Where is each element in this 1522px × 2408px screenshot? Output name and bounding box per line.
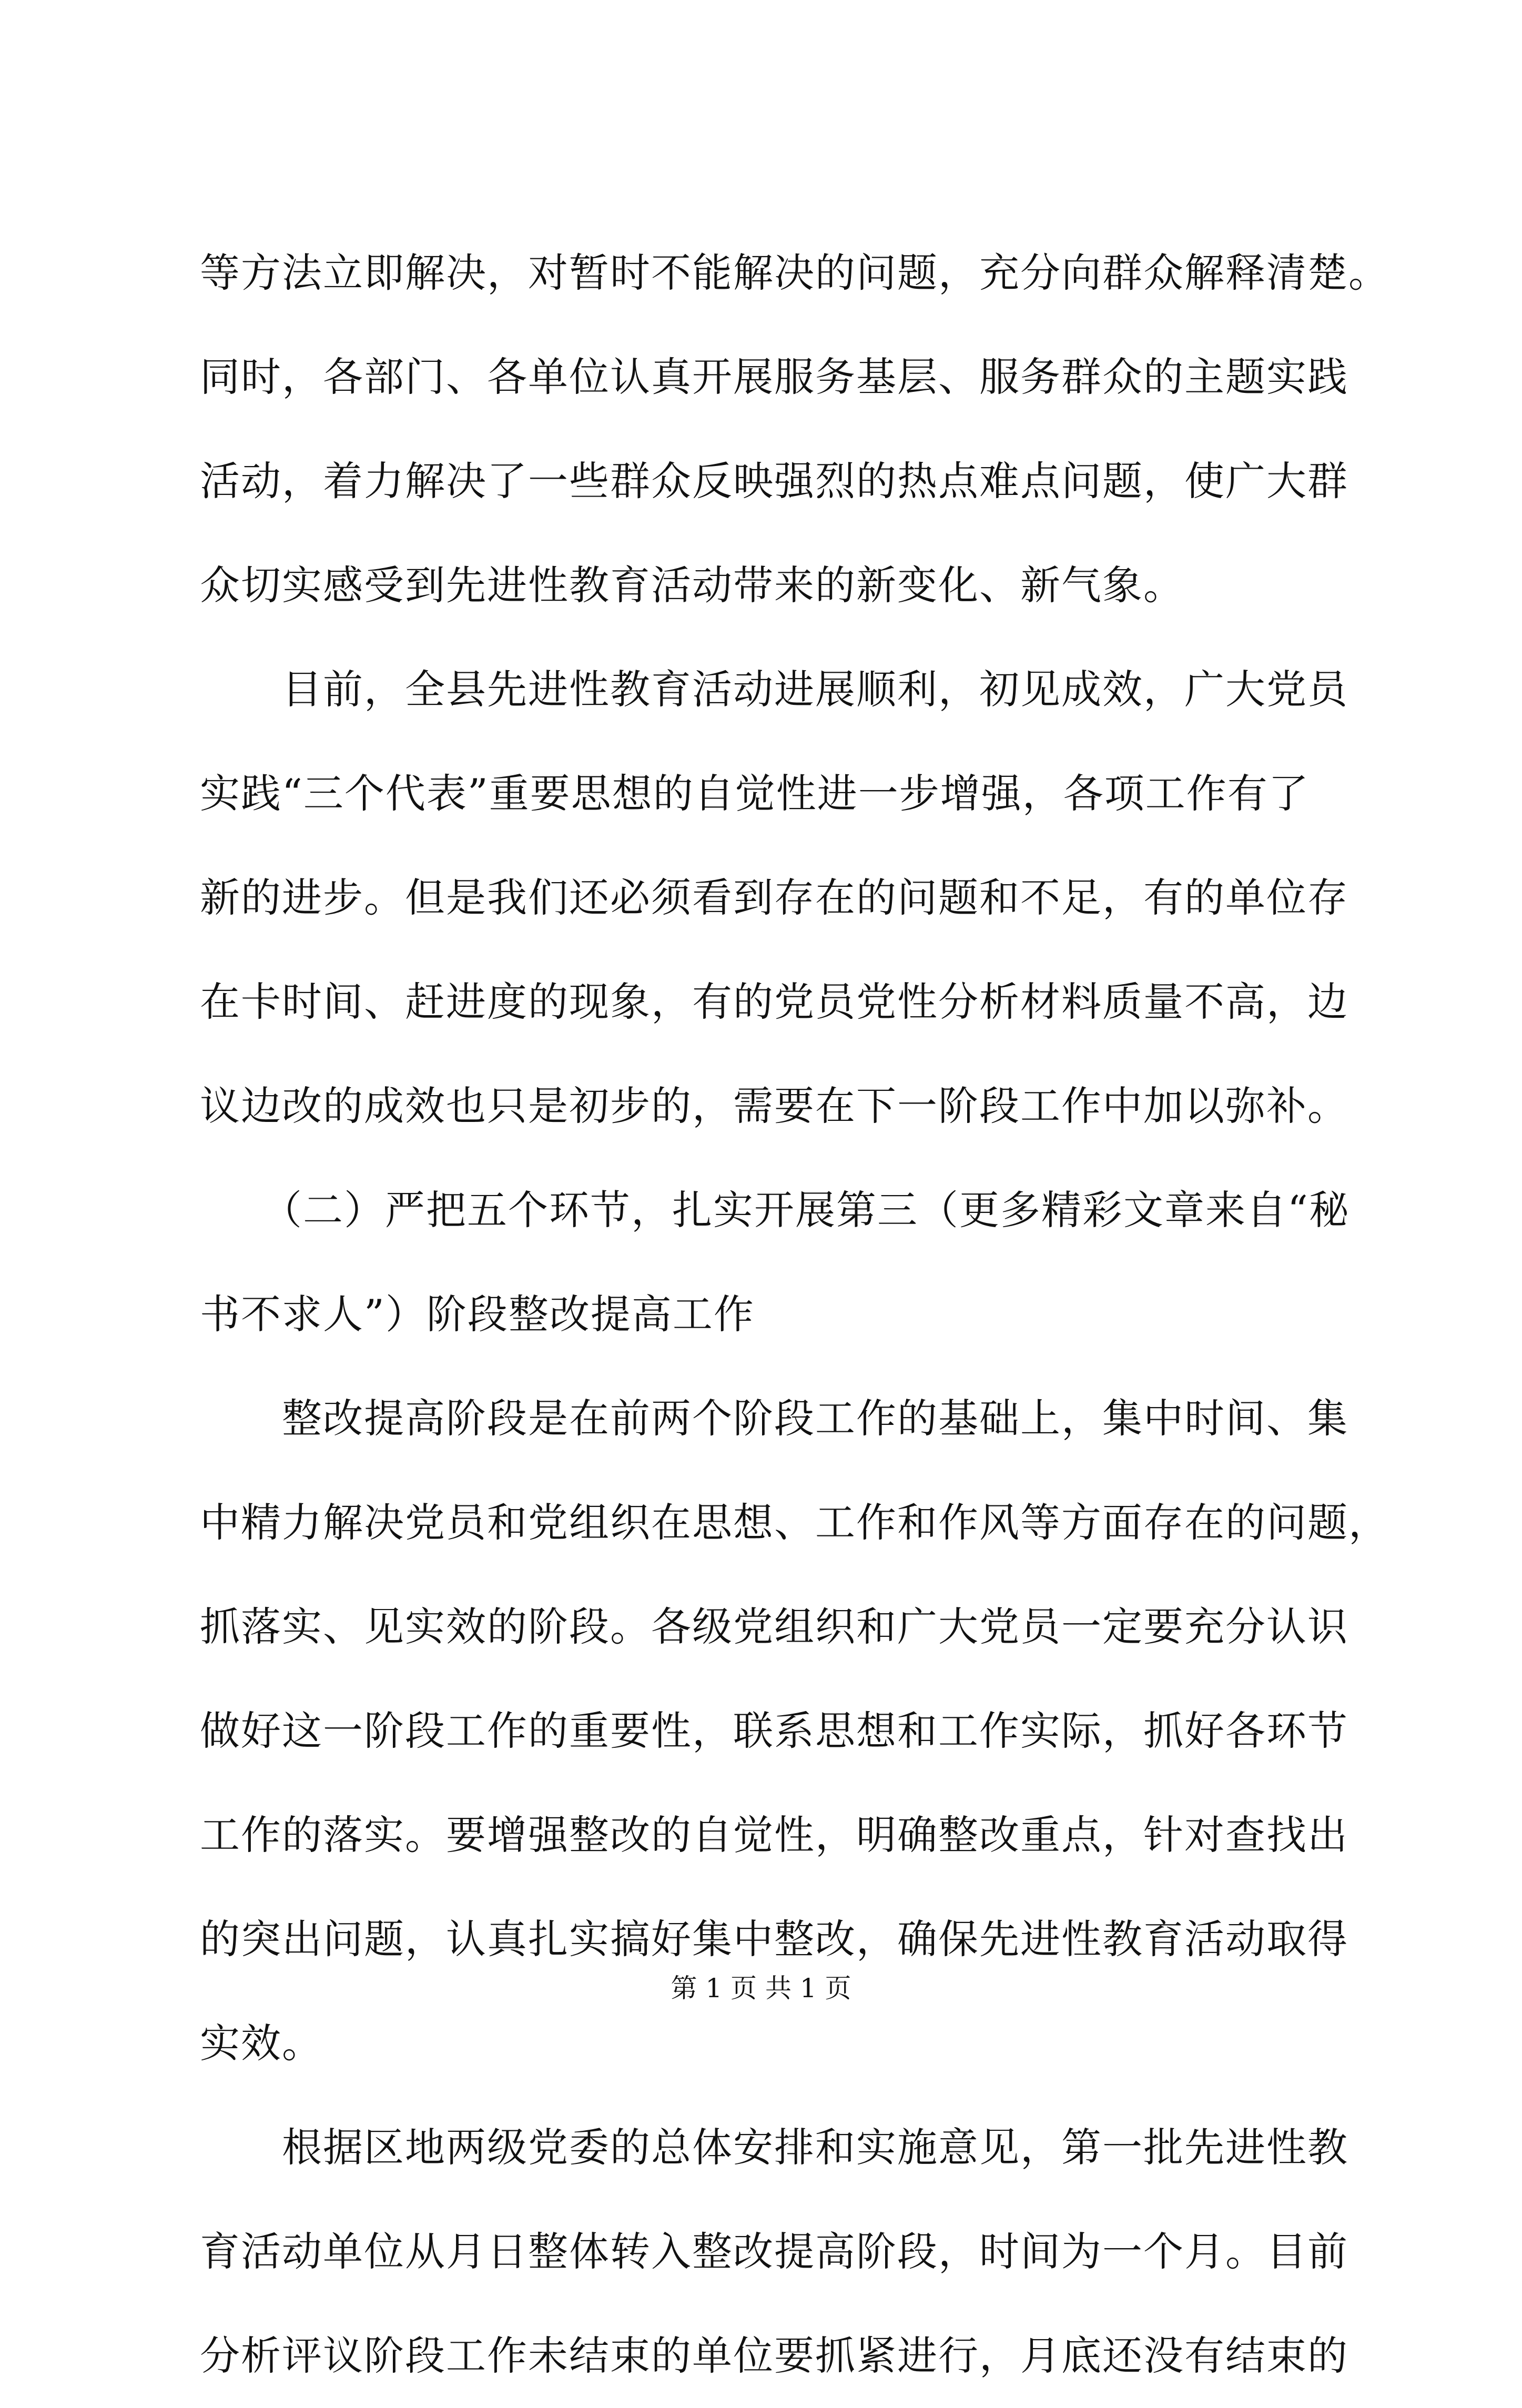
text-line-15: 做好这一阶段工作的重要性，联系思想和工作实际，抓好各环节 [200, 1707, 1348, 1754]
text-line-1: 等方法立即解决，对暂时不能解决的问题，充分向群众解释清楚。 [200, 249, 1389, 296]
text-line-20: 育活动单位从月日整体转入整改提高阶段，时间为一个月。目前 [200, 2228, 1348, 2275]
text-line-17: 的突出问题，认真扎实搞好集中整改，确保先进性教育活动取得 [200, 1916, 1348, 1962]
page-footer [0, 1967, 1522, 2009]
section-heading-line-1: （二）严把五个环节，扎实开展第三（更多精彩文章来自“秘 [200, 1187, 1350, 1233]
text-line-18: 实效。 [200, 2020, 323, 2067]
text-line-8: 在卡时间、赶进度的现象，有的党员党性分析材料质量不高，边 [200, 978, 1348, 1025]
text-line-19: 根据区地两级党委的总体安排和实施意见，第一批先进性教 [200, 2124, 1348, 2171]
text-line-12: 整改提高阶段是在前两个阶段工作的基础上，集中时间、集 [200, 1395, 1348, 1442]
text-line-5: 目前，全县先进性教育活动进展顺利，初见成效，广大党员 [200, 666, 1348, 713]
text-line-13: 中精力解决党员和党组织在思想、工作和作风等方面存在的问题， [200, 1499, 1389, 1546]
text-line-14: 抓落实、见实效的阶段。各级党组织和广大党员一定要充分认识 [200, 1603, 1348, 1650]
text-line-7: 新的进步。但是我们还必须看到存在的问题和不足，有的单位存 [200, 874, 1348, 921]
text-line-6: 实践“三个代表”重要思想的自觉性进一步增强，各项工作有了 [200, 770, 1310, 817]
section-heading-line-2: 书不求人”）阶段整改提高工作 [200, 1291, 755, 1338]
text-line-3: 活动，着力解决了一些群众反映强烈的热点难点问题，使广大群 [200, 458, 1348, 504]
text-line-16: 工作的落实。要增强整改的自觉性，明确整改重点，针对查找出 [200, 1812, 1348, 1858]
text-line-4: 众切实感受到先进性教育活动带来的新变化、新气象。 [200, 562, 1184, 609]
page-number-label: 第 1 页 共 1 页 [671, 1973, 851, 2004]
body-text [200, 221, 1389, 2408]
text-line-21: 分析评议阶段工作未结束的单位要抓紧进行，月底还没有结束的 [200, 2332, 1348, 2379]
text-line-2: 同时，各部门、各单位认真开展服务基层、服务群众的主题实践 [200, 353, 1348, 400]
text-line-9: 议边改的成效也只是初步的，需要在下一阶段工作中加以弥补。 [200, 1082, 1348, 1129]
